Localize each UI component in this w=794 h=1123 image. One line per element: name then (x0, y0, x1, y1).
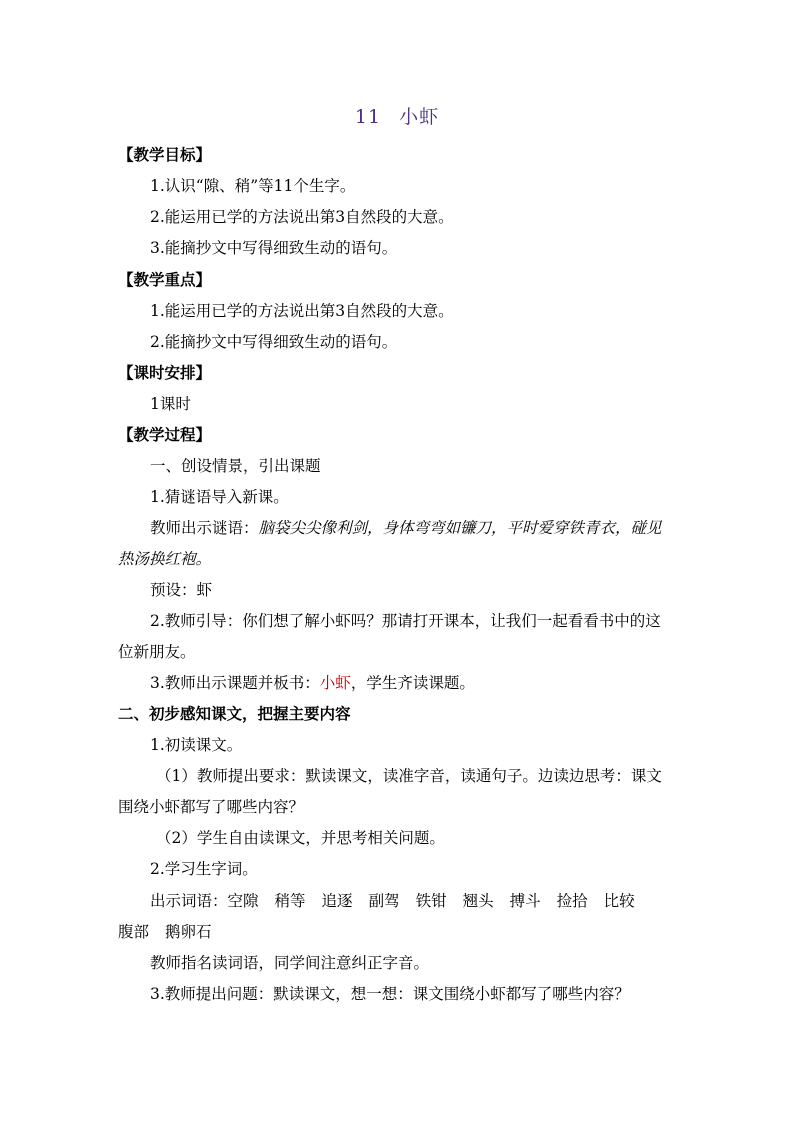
focus-heading: 【教学重点】 (118, 270, 212, 289)
step-text: 3.教师提出问题：默读课文，想一想：课文围绕小虾都写了哪些内容？ (150, 985, 630, 1003)
sub-step-text: （2）学生自由读课文，并思考相关问题。 (156, 829, 445, 847)
process-heading: 【教学过程】 (118, 425, 212, 444)
riddle-line (150, 518, 710, 538)
focus-item: 1.能运用已学的方法说出第3自然段的大意。 (150, 302, 454, 320)
step-text-part: ，学生齐读课题。 (350, 674, 475, 692)
vocabulary-line (118, 922, 678, 942)
riddle-text: 脑袋尖尖像利剑，身体弯弯如镰刀，平时爱穿铁青衣，碰见 (258, 519, 662, 537)
step-text (150, 673, 710, 693)
vocab-word: 捡拾 (556, 892, 588, 910)
part2-heading: 二、初步感知课文，把握主要内容 (118, 704, 351, 723)
board-title: 小虾 (319, 674, 351, 692)
lesson-number: 11 (354, 106, 382, 128)
step-text: 教师指名读词语，同学间注意纠正字音。 (150, 954, 430, 972)
lesson-title: 小虾 (399, 106, 440, 128)
riddle-label: 教师出示谜语： (150, 519, 259, 537)
vocab-word: 比较 (603, 892, 635, 910)
focus-item: 2.能摘抄文中写得细致生动的语句。 (150, 333, 398, 351)
vocab-word: 副驾 (368, 892, 400, 910)
vocab-word: 空隙 (227, 892, 259, 910)
preset-answer: 预设：虾 (150, 581, 213, 599)
vocabulary-line (150, 891, 710, 911)
step-text: 2.教师引导：你们想了解小虾吗？那请打开课本，让我们一起看看书中的这 (150, 612, 661, 630)
vocabulary-label: 出示词语： (150, 892, 228, 910)
vocab-word: 腹部 (118, 923, 150, 941)
riddle-continuation: 热汤换红袍。 (118, 550, 212, 568)
sub-step-continuation: 围绕小虾都写了哪些内容？ (118, 798, 305, 816)
goal-item: 2.能运用已学的方法说出第3自然段的大意。 (150, 208, 454, 226)
step-text: 2.学习生字词。 (150, 860, 258, 878)
step-text-part: 3.教师出示课题并板书： (150, 674, 320, 692)
vocab-word: 铁钳 (415, 892, 447, 910)
step-text-continuation: 位新朋友。 (118, 643, 196, 661)
hours-heading: 【课时安排】 (118, 363, 212, 382)
vocab-word: 稍等 (274, 892, 306, 910)
vocab-word: 搏斗 (509, 892, 541, 910)
goal-item: 1.认识“隙、稍”等11个生字。 (150, 177, 356, 195)
sub-step-text: （1）教师提出要求：默读课文，读准字音，读通句子。边读边思考：课文 (156, 767, 662, 785)
hours-text: 1课时 (150, 395, 191, 413)
step-text: 1.初读课文。 (150, 736, 243, 754)
step-text: 1.猜谜语导入新课。 (150, 488, 289, 506)
part1-heading: 一、创设情景，引出课题 (150, 457, 321, 475)
vocab-word: 翘头 (462, 892, 494, 910)
vocab-word: 鹅卵石 (165, 923, 212, 941)
goal-item: 3.能摘抄文中写得细致生动的语句。 (150, 239, 398, 257)
goals-heading: 【教学目标】 (118, 145, 212, 164)
page-title (0, 102, 794, 129)
vocab-word: 追逐 (321, 892, 353, 910)
